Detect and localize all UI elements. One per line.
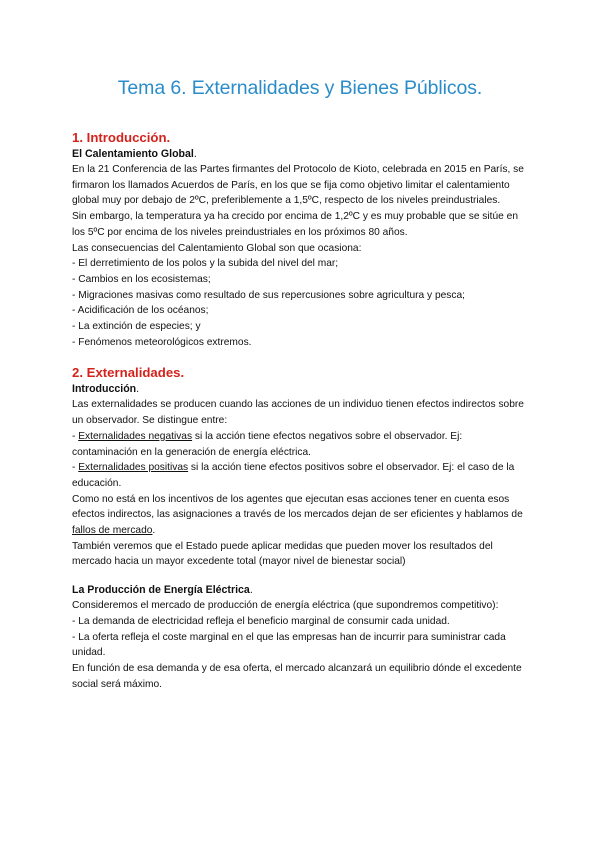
list-dash: - — [72, 430, 79, 442]
paragraph-text: Como no está en los incentivos de los agentes que ejecutan esas acciones tener en cuenta esos efectos indirectos, las asignaciones a través de los mercados dejan de ser eficientes y hablamos de — [72, 493, 523, 521]
subheading-text: El Calentamiento Global — [72, 148, 194, 160]
item-text: si la acción tiene efectos positivos sobre el observador. Ej: el caso de la educación. — [72, 462, 515, 489]
section-heading-externalidades: 2. Externalidades. — [72, 365, 185, 381]
list-item: - Migraciones masivas como resultado de sus repercusiones sobre agricultura y pesca; — [72, 289, 465, 301]
document-title: Tema 6. Externalidades y Bienes Públicos. — [117, 77, 483, 99]
paragraph-definicion: Las externalidades se producen cuando las acciones de un individuo tienen efectos indirectos sobre un observador. Se distingue entre: — [72, 399, 524, 427]
list-item-externalidades-negativas — [72, 429, 528, 460]
term-externalidades-negativas: Externalidades negativas — [78, 430, 193, 442]
list-item: - La demanda de electricidad refleja el beneficio marginal de consumir cada unidad. — [72, 615, 450, 627]
item-text: si la acción tiene efectos negativos sobre el observador. Ej: contaminación en la generación de energía eléctrica. — [72, 430, 463, 458]
subheading-text: La Producción de Energía Eléctrica — [72, 584, 250, 597]
list-item-externalidades-positivas — [72, 460, 528, 491]
subheading-text: Introducción — [72, 383, 137, 396]
list-item: - Cambios en los ecosistemas; — [72, 273, 211, 285]
term-fallos-de-mercado: fallos de mercado — [72, 525, 153, 537]
subheading-produccion-energia — [72, 582, 528, 598]
list-item: - El derretimiento de los polos y la subida del nivel del mar; — [72, 258, 339, 270]
list-item: - Acidificación de los océanos; — [72, 305, 209, 317]
list-dash: - — [72, 462, 79, 474]
subheading-period: . — [249, 584, 253, 597]
term-externalidades-positivas: Externalidades positivas — [78, 462, 189, 474]
paragraph-estado: También veremos que el Estado puede aplicar medidas que pueden mover los resultados del mercado hacia un mayor excedente total (mayor nivel de bienestar social) — [72, 540, 493, 568]
paragraph-temperatura: Sin embargo, la temperatura ya ha crecido por encima de 1,2ºC y es muy probable que se sitúe en los 5ºC por encima de los niveles preindustriales en los próximos 80 años. — [72, 211, 518, 238]
list-item: - Fenómenos meteorológicos extremos. — [72, 336, 252, 348]
section-heading-introduccion: 1. Introducción. — [72, 130, 171, 145]
paragraph-paris: En la 21 Conferencia de las Partes firmantes del Protocolo de Kioto, celebrada en 2015 en París, se firmaron los llamados Acuerdos de París, en los que se fija como objetivo limitar el calentamiento global muy por debajo de 2ºC, preferiblemente a 1,5ºC, respecto de los niveles preindustriales. — [72, 164, 524, 207]
list-item: - La extinción de especies; y — [72, 321, 201, 333]
paragraph-mercado-energia: Consideremos el mercado de producción de energía eléctrica (que supondremos competitivo): — [72, 600, 499, 612]
subheading-period: . — [136, 383, 140, 396]
paragraph-consecuencias: Las consecuencias del Calentamiento Global son que ocasiona: — [72, 242, 362, 254]
subheading-introduccion — [72, 381, 528, 397]
subheading-period: . — [193, 148, 197, 160]
paragraph-fallos-de-mercado — [72, 492, 528, 539]
paragraph-equilibrio: En función de esa demanda y de esa oferta, el mercado alcanzará un equilibrio dónde el excedente social será máximo. — [72, 662, 522, 690]
subheading-calentamiento-global — [72, 146, 528, 162]
list-item: - La oferta refleja el coste marginal en el que las empresas han de incurrir para suministrar cada unidad. — [72, 631, 506, 659]
paragraph-text-end: . — [152, 525, 156, 537]
